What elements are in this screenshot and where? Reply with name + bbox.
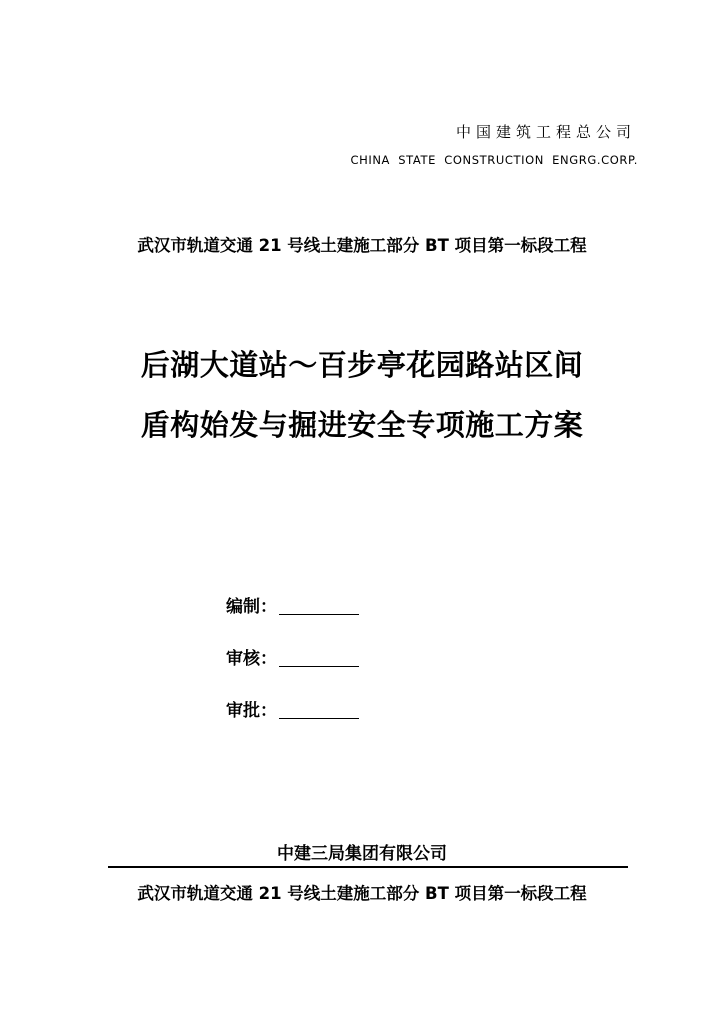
company-name-chinese: 中国建筑工程总公司 bbox=[455, 123, 636, 141]
approve-signature-blank bbox=[279, 717, 359, 719]
approve-signoff-row bbox=[226, 696, 359, 721]
compile-signoff-row bbox=[226, 592, 359, 617]
project-name-header: 武汉市轨道交通 21 号线土建施工部分 BT 项目第一标段工程 bbox=[137, 236, 587, 255]
review-label: 审核： bbox=[226, 649, 277, 669]
footer-divider bbox=[108, 866, 628, 868]
document-title-line-2: 盾构始发与掘进安全专项施工方案 bbox=[140, 408, 584, 442]
compile-signature-blank bbox=[279, 613, 359, 615]
approve-label: 审批： bbox=[226, 701, 277, 721]
compile-label: 编制： bbox=[226, 597, 277, 617]
company-name-english: CHINA STATE CONSTRUCTION ENGRG.CORP. bbox=[350, 153, 638, 167]
review-signoff-row bbox=[226, 644, 359, 669]
project-name-footer: 武汉市轨道交通 21 号线土建施工部分 BT 项目第一标段工程 bbox=[137, 884, 587, 903]
organization-name: 中建三局集团有限公司 bbox=[277, 844, 447, 864]
review-signature-blank bbox=[279, 665, 359, 667]
document-title-line-1: 后湖大道站～百步亭花园路站区间 bbox=[140, 348, 584, 382]
